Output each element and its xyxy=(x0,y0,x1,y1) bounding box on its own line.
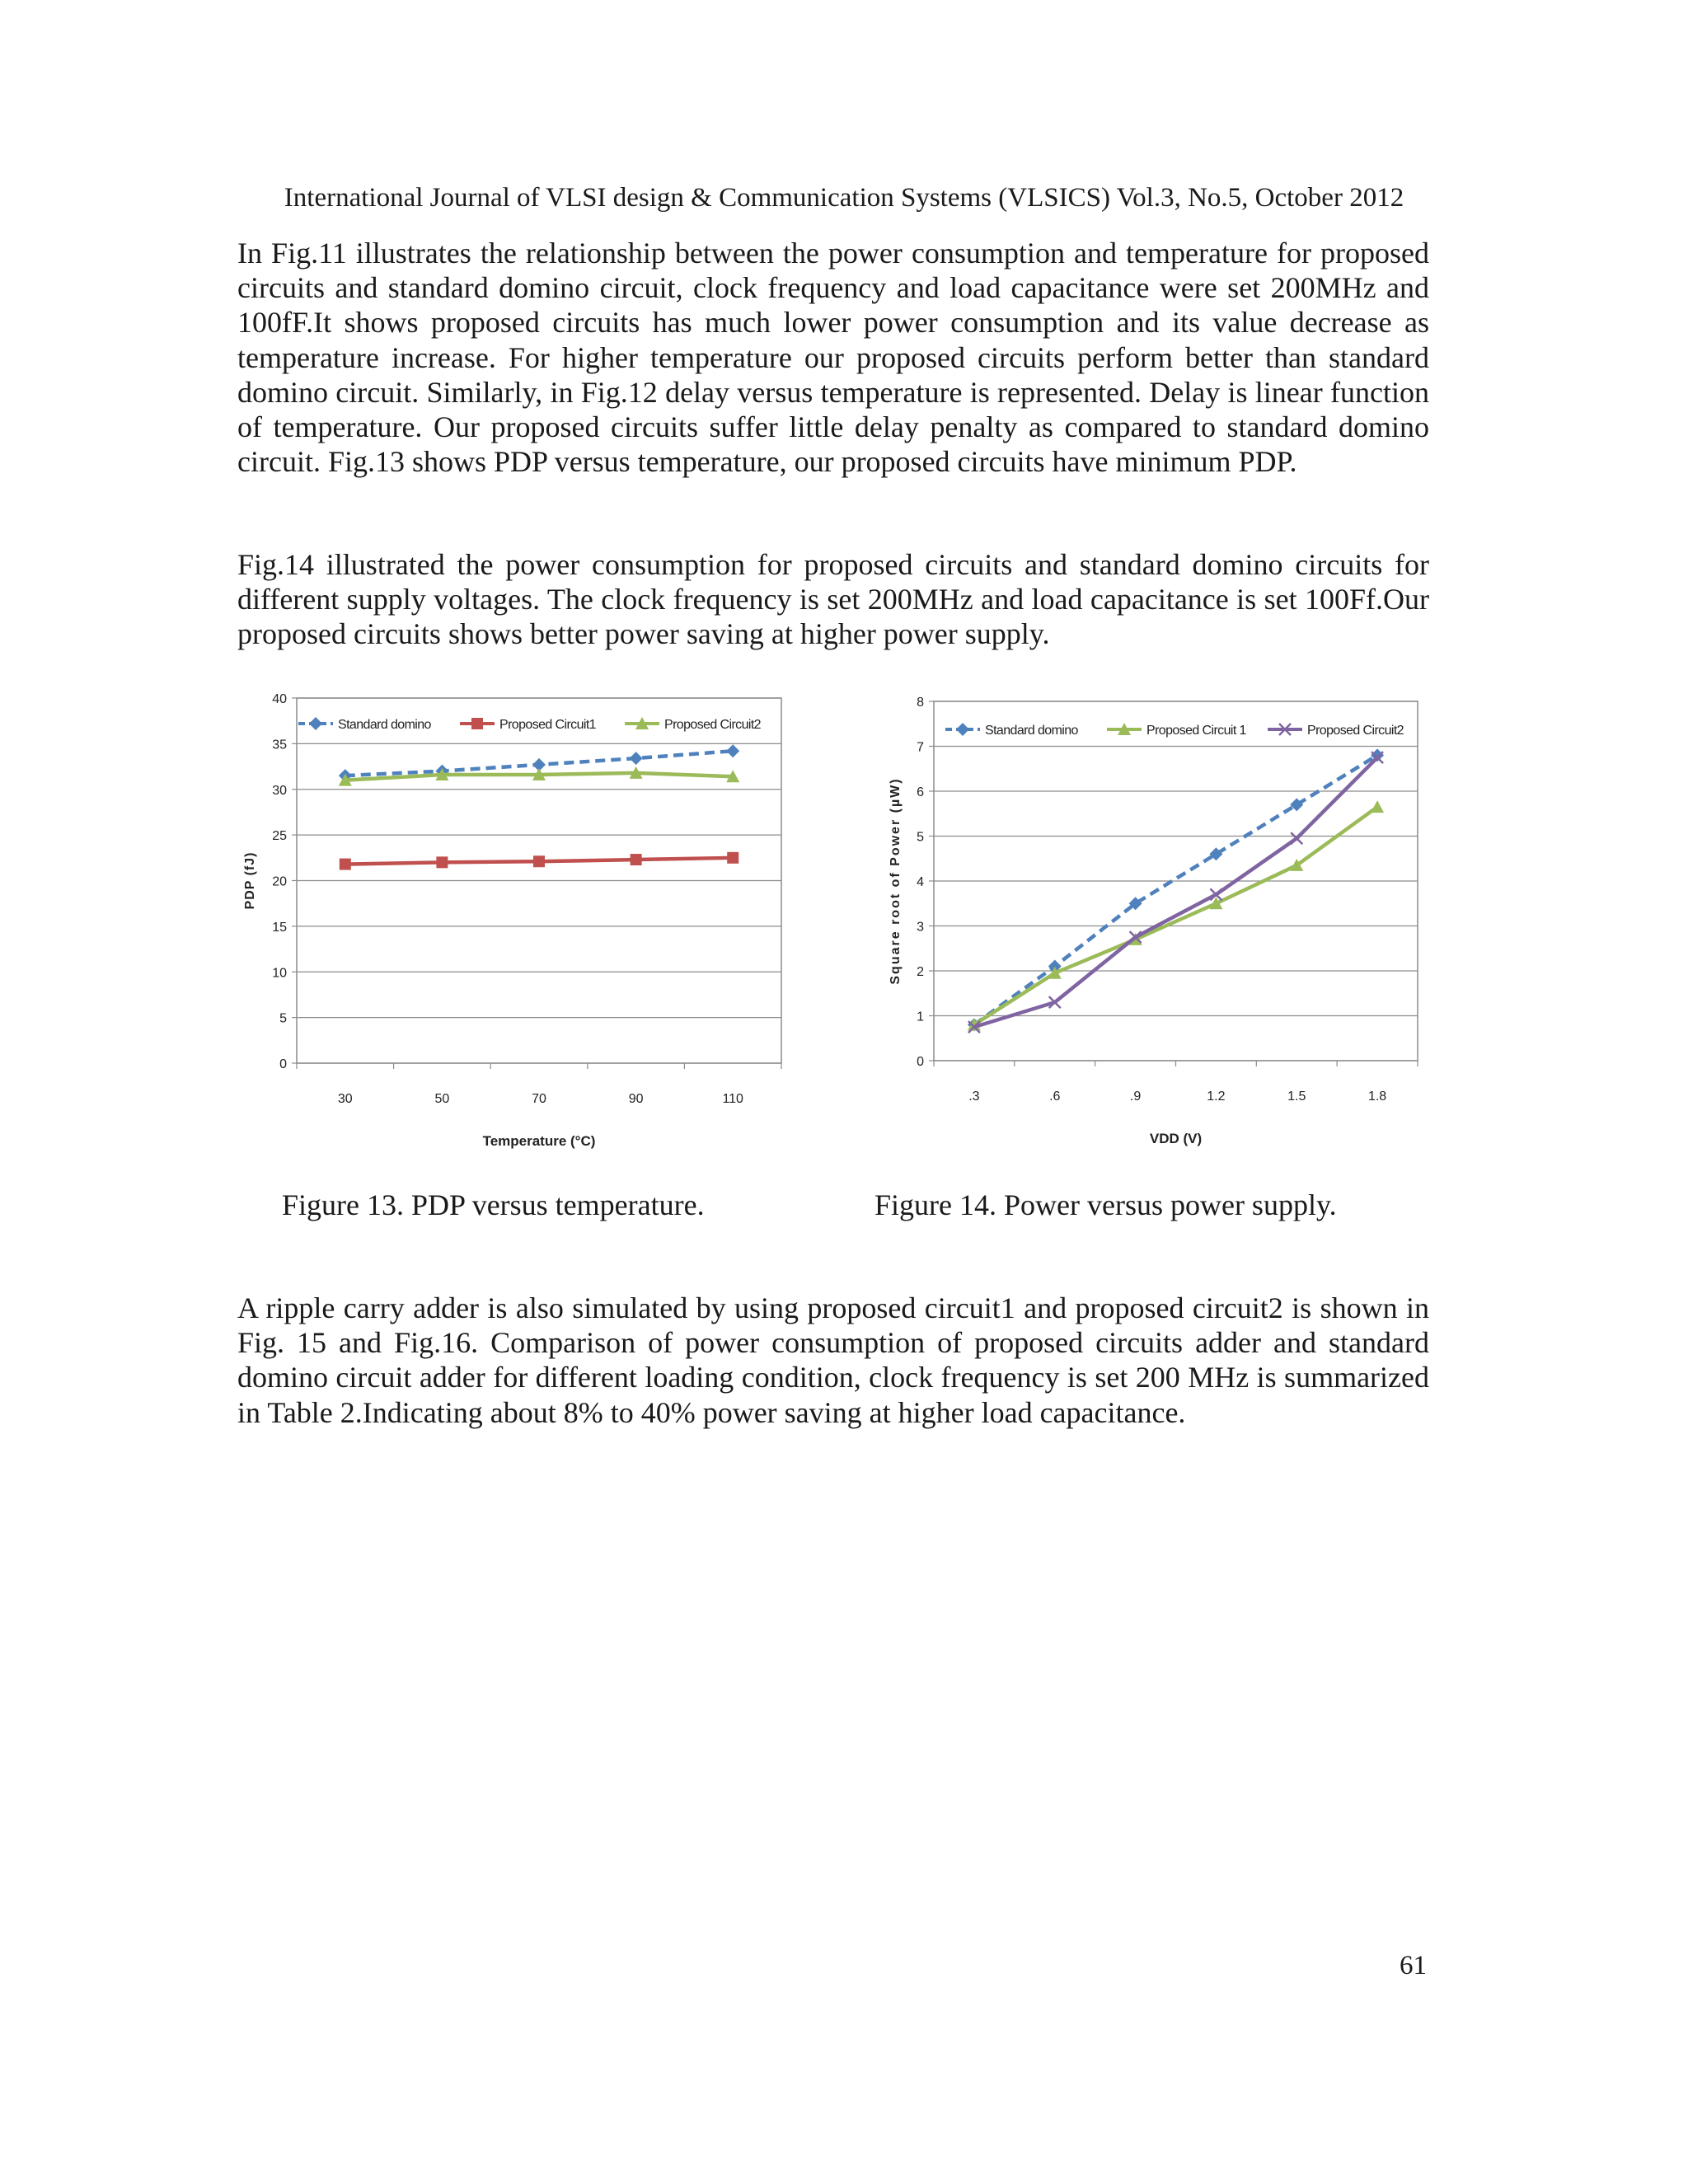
x-tick-label: 90 xyxy=(628,1092,644,1106)
y-axis-title: PDP (fJ) xyxy=(243,851,257,910)
figure-14-chart xyxy=(886,688,1438,1166)
legend-marker xyxy=(471,718,483,729)
figure-14-caption: Figure 14. Power versus power supply. xyxy=(874,1188,1337,1221)
y-tick-label: 40 xyxy=(272,692,287,706)
legend-label: Proposed Circuit 1 xyxy=(1146,724,1246,738)
data-point xyxy=(340,859,351,870)
legend-label: Proposed Circuit2 xyxy=(664,718,761,732)
legend xyxy=(298,717,762,732)
legend-label: Proposed Circuit2 xyxy=(1307,724,1404,738)
x-tick-label: 110 xyxy=(722,1092,743,1106)
y-tick-label: 30 xyxy=(272,783,287,798)
data-point xyxy=(436,856,448,868)
x-tick-label: .6 xyxy=(1049,1090,1061,1104)
x-axis-title: VDD (V) xyxy=(1149,1131,1203,1146)
x-tick-label: 1.5 xyxy=(1287,1090,1306,1104)
y-tick-label: 1 xyxy=(917,1010,924,1024)
y-tick-label: 0 xyxy=(917,1055,924,1069)
x-tick-label: 1.2 xyxy=(1207,1090,1226,1104)
y-tick-label: 4 xyxy=(917,875,924,889)
legend-label: Proposed Circuit1 xyxy=(499,718,596,732)
y-tick-label: 20 xyxy=(272,874,287,889)
page-number: 61 xyxy=(1400,1951,1427,1980)
y-tick-label: 5 xyxy=(279,1011,287,1026)
legend-label: Standard domino xyxy=(338,718,431,732)
y-tick-label: 0 xyxy=(279,1057,287,1071)
journal-header: International Journal of VLSI design & Communication Systems (VLSICS) Vol.3, No.5, October 2012 xyxy=(284,183,1404,213)
y-tick-label: 7 xyxy=(917,740,924,755)
y-tick-label: 8 xyxy=(917,696,924,710)
x-tick-label: 70 xyxy=(532,1092,546,1106)
x-tick-label: 50 xyxy=(434,1092,450,1106)
x-tick-label: .9 xyxy=(1129,1090,1142,1104)
y-tick-label: 6 xyxy=(917,785,924,799)
paragraph-fig14: Fig.14 illustrated the power consumption for proposed circuits and standard domino circuits for different supply voltages. The clock frequency is set 200MHz and load capacitance is set 100Ff.Our proposed circuits shows better power saving at higher power supply. xyxy=(237,548,1429,651)
x-axis-title: Temperature (°C) xyxy=(482,1133,596,1149)
y-tick-label: 35 xyxy=(272,738,287,752)
x-tick-label: 1.8 xyxy=(1367,1090,1387,1104)
x-tick-label: 30 xyxy=(337,1092,353,1106)
y-tick-label: 15 xyxy=(272,920,287,935)
y-tick-label: 3 xyxy=(917,920,924,935)
y-tick-label: 2 xyxy=(917,965,924,979)
legend xyxy=(945,723,1404,738)
figure-13-caption: Figure 13. PDP versus temperature. xyxy=(282,1188,705,1221)
x-tick-label: .3 xyxy=(968,1090,980,1104)
y-tick-label: 10 xyxy=(272,966,287,981)
data-point xyxy=(631,854,642,865)
y-tick-label: 25 xyxy=(272,829,287,844)
paragraph-ripple-carry: A ripple carry adder is also simulated by using proposed circuit1 and proposed circuit2 is shown in Fig. 15 and Fig.16. Comparison of power consumption of proposed circuits adder and standard domino circuit adder for different loading condition, clock frequency is set 200 MHz is summarized in Table 2.Indicating about 8% to 40% power saving at higher load capacitance. xyxy=(237,1291,1429,1429)
figure-13-chart xyxy=(239,688,791,1166)
data-point xyxy=(727,852,738,864)
y-axis-title: Square root of Power (µW) xyxy=(889,777,903,985)
paragraph-fig11-13: In Fig.11 illustrates the relationship between the power consumption and temperature for proposed circuits and standard domino circuit, clock frequency and load capacitance were set 200MHz and 100fF.It shows proposed circuits has much lower power consumption and its value decrease as temperature increase. For higher temperature our proposed circuits perform better than standard domino circuit. Similarly, in Fig.12 delay versus temperature is represented. Delay is linear function of temperature. Our proposed circuits suffer little delay penalty as compared to standard domino circuit. Fig.13 shows PDP versus temperature, our proposed circuits have minimum PDP. xyxy=(237,237,1429,479)
y-tick-label: 5 xyxy=(917,830,924,845)
legend-label: Standard domino xyxy=(985,724,1078,738)
data-point xyxy=(533,855,545,867)
